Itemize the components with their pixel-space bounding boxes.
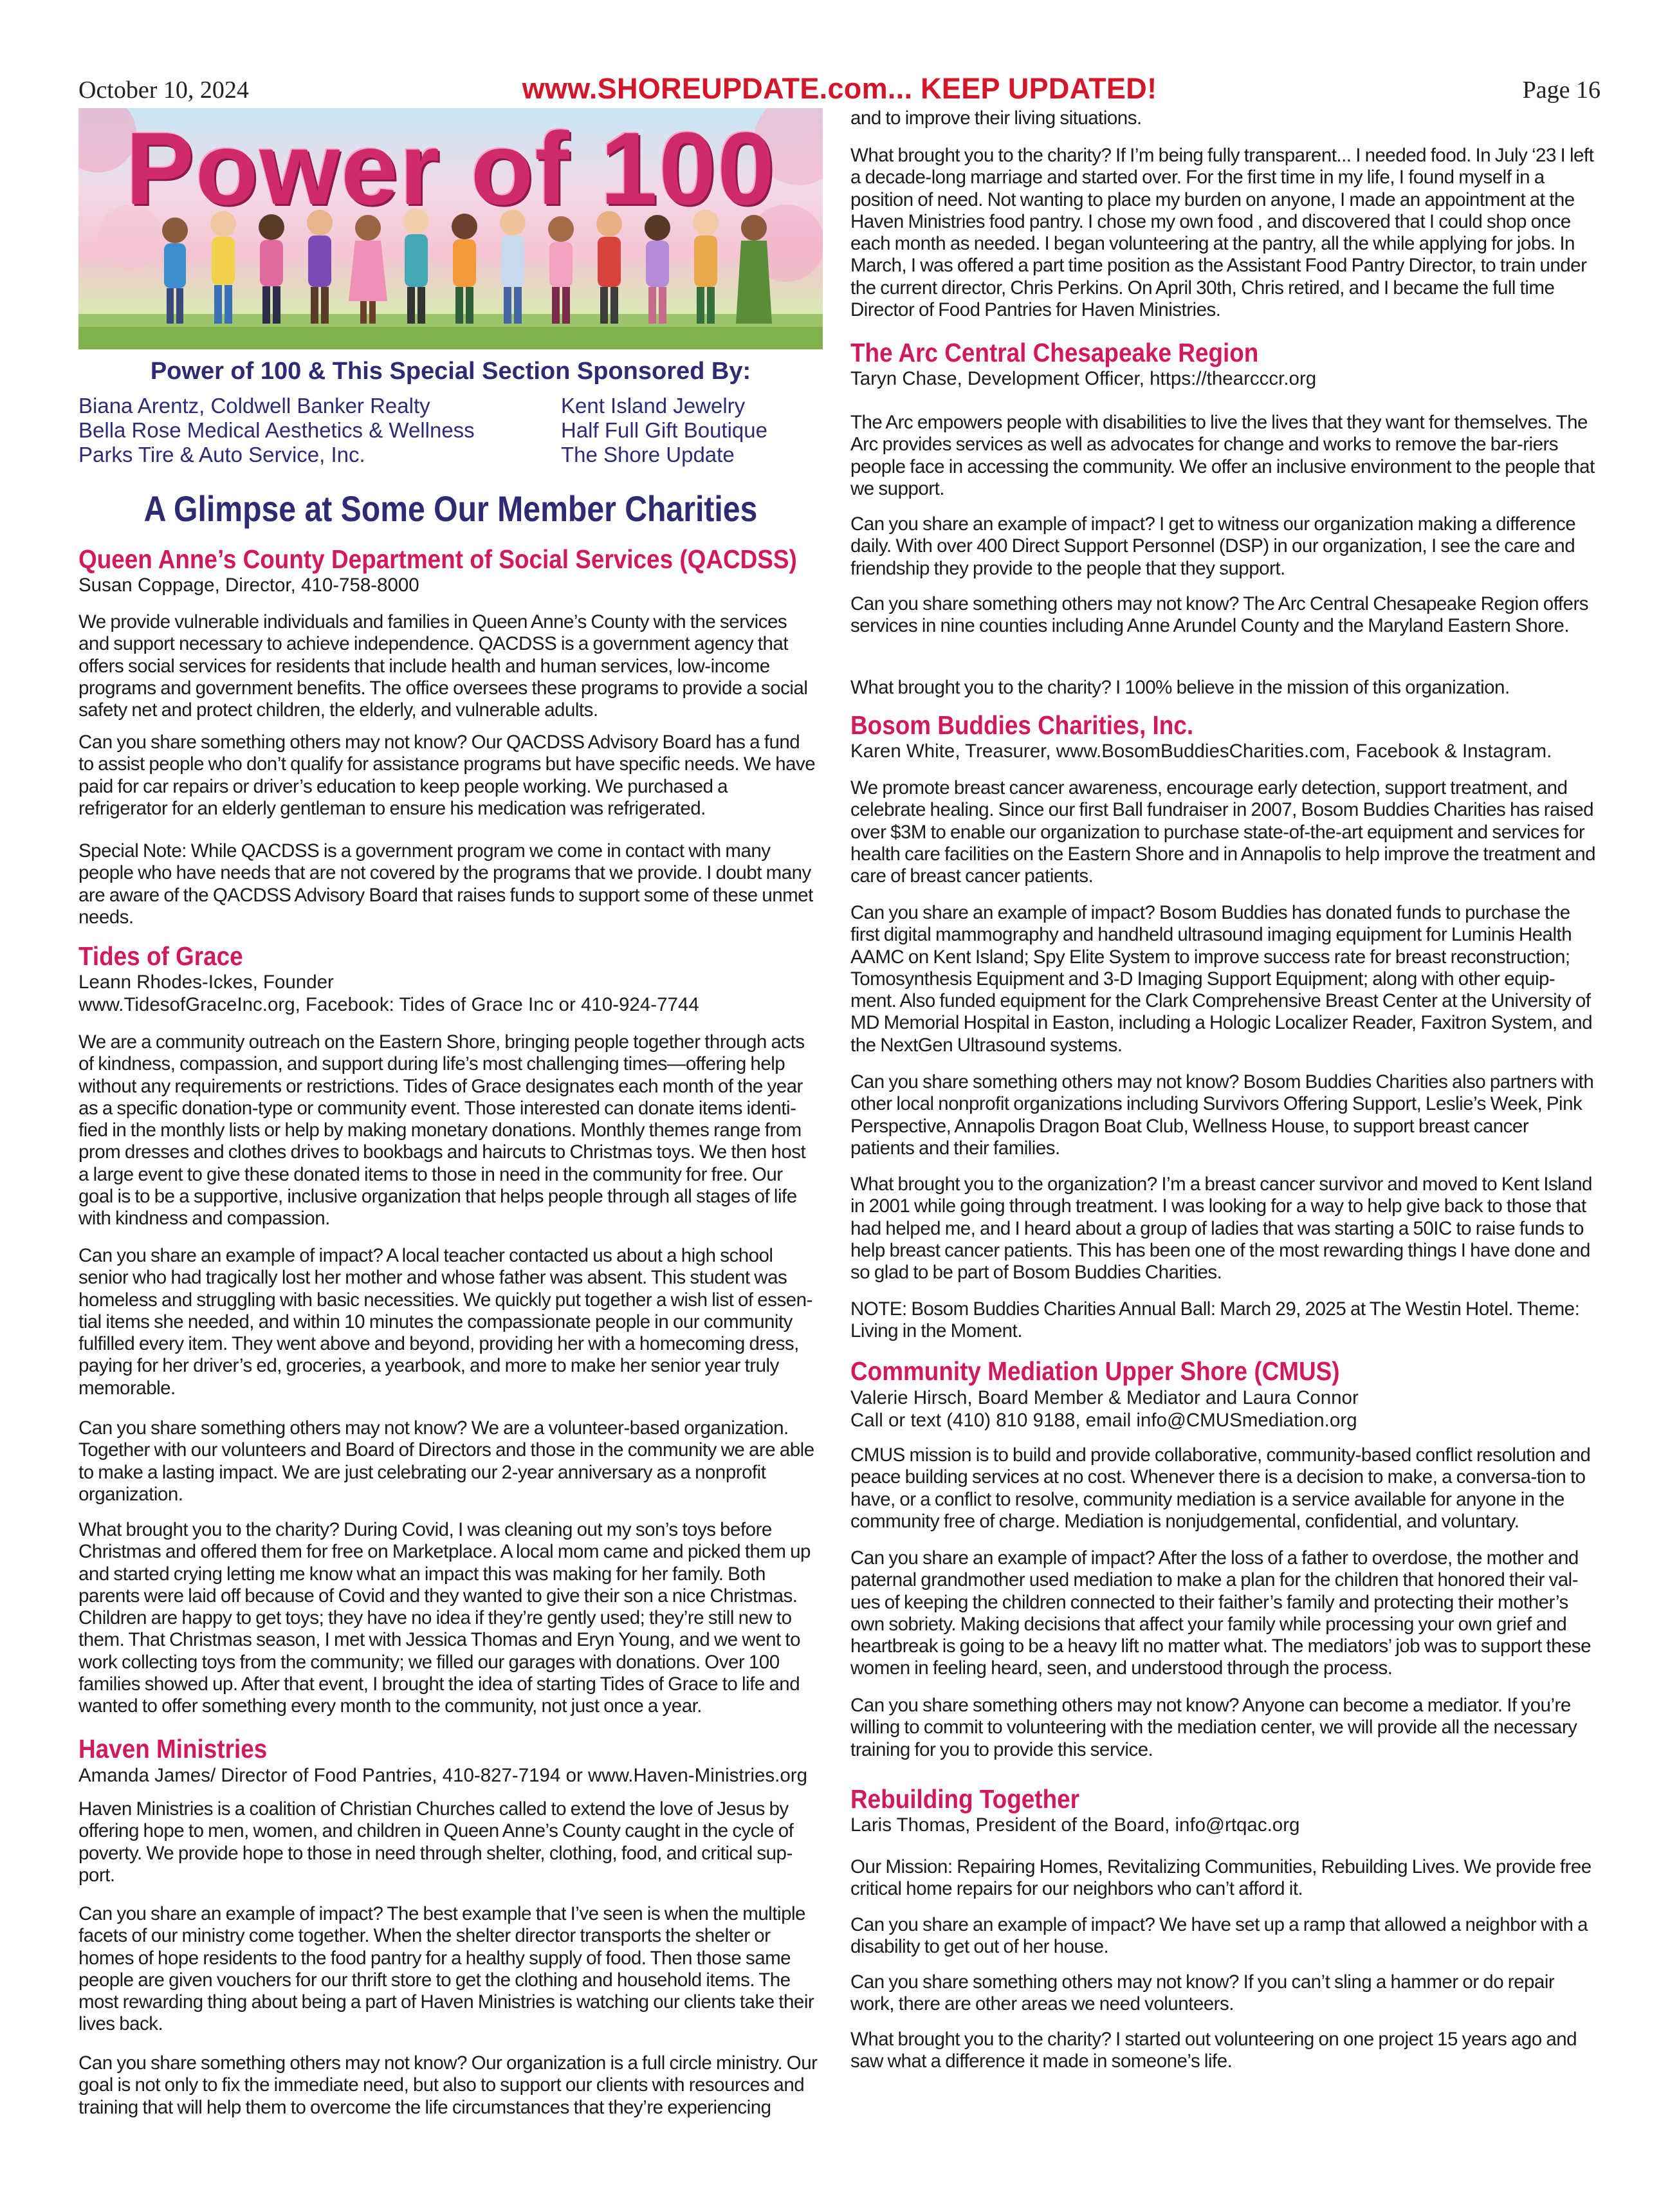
sponsors-list-right: [561, 394, 767, 467]
bosom-contact: Karen White, Treasurer, www.BosomBuddiesCharities.com, Facebook & Instagram.: [850, 741, 1552, 762]
qacdss-title: Queen Anne’s County Department of Social Services (QACDSS): [78, 544, 797, 574]
haven-paragraph-continued: and to improve their living situations.: [850, 107, 1142, 129]
bosom-paragraph: Can you share an example of impact? Bosom Buddies has donated funds to purchase the first digital mammography and handheld ultrasound imaging equipment for Luminis Health AAMC on Kent Island; Spy Elite System to improve success rate for breast reconstruction; Tomosynthesis Equipment and 3-D Imaging Support Equipment; along with other equip-ment. Also funded equipment for the Clark Comprehensive Breast Center at the University of MD Memorial Hospital in Easton, including a Hologic Localizer Reader, Faxitron System, and the NextGen Ultrasound systems.: [850, 902, 1593, 1056]
tides-title: Tides of Grace: [78, 941, 243, 971]
haven-paragraph: Can you share an example of impact? The best example that I’ve seen is when the multiple facets of our ministry come together. When the shelter director transports the shelter or homes of hope residents to the food pantry for a healthy supply of food. Then those same people are given vouchers for our thrift store to get the clothing and household items. The most rewarding thing about being a part of Haven Ministries is watching our clients take their lives back.: [78, 1903, 814, 2035]
rebuilding-paragraph: Can you share an example of impact? We have set up a ramp that allowed a neighbor with a disability to get out of her house.: [850, 1914, 1588, 1958]
cmus-paragraph: CMUS mission is to build and provide collaborative, community-based conflict resolution and peace building services at no cost. Whenever there is a decision to make, a conversa-tion to have, or a conflict to resolve, community mediation is a service available for anyone in the community free of charge. Mediation is nonjudgemental, confidential, and voluntary.: [850, 1444, 1591, 1532]
sponsors-list-left: [78, 394, 475, 467]
tides-paragraph: Can you share an example of impact? A local teacher contacted us about a high school senior who had tragically lost her mother and whose father was absent. This student was homeless and struggling with basic necessities. We quickly put together a wish list of essen-tial items she needed, and within 10 minutes the compassionate people in our community fulfilled every item. They went above and beyond, providing her with a homecoming dress, paying for her driver’s ed, groceries, a yearbook, and more to make her senior year truly memorable.: [78, 1245, 812, 1399]
tides-paragraph: We are a community outreach on the Eastern Shore, bringing people together through acts of kindness, compassion, and support during life’s most challenging times—offering help without any requirements or restrictions. Tides of Grace designates each month of the year as a specific donation-type or community event. Those interested can donate items identi-fied in the monthly lists or help by making monetary donations. Monthly themes range from prom dresses and clothes drives to bookbags and haircuts to Christmas toys. We then host a large event to give these donated items to those in need in the community for free. Our goal is to be a supportive, inclusive organization that helps people through all stages of life with kindness and compassion.: [78, 1031, 806, 1230]
banner-title: Power of 100: [125, 111, 776, 226]
arc-paragraph: What brought you to the charity? I 100% believe in the mission of this organization.: [850, 677, 1510, 698]
qacdss-contact: Susan Coppage, Director, 410-758-8000: [78, 575, 419, 596]
power-of-100-banner: [78, 108, 823, 349]
arc-contact: Taryn Chase, Development Officer, https://thearcccr.org: [850, 368, 1317, 389]
cmus-paragraph: Can you share something others may not know? Anyone can become a mediator. If you’re willing to commit to volunteering with the mediation center, we will provide all the necessary training for you to provide this service.: [850, 1695, 1577, 1760]
tides-paragraph: Can you share something others may not know? We are a volunteer-based organization. Together with our volunteers and Board of Directors and those in the community we are able to make a lasting impact. We are just celebrating our 2-year anniversary as a nonprofit organization.: [78, 1417, 814, 1505]
tides-contact: Leann Rhodes-Ickes, Founder: [78, 972, 334, 993]
arc-paragraph: Can you share something others may not know? The Arc Central Chesapeake Region offers services in nine counties including Anne Arundel County and the Maryland Eastern Shore.: [850, 593, 1589, 637]
sponsors-heading: Power of 100 & This Special Section Sponsored By:: [150, 358, 751, 385]
sponsor-item: Half Full Gift Boutique: [561, 418, 767, 442]
cmus-title: Community Mediation Upper Shore (CMUS): [850, 1356, 1340, 1386]
arc-paragraph: The Arc empowers people with disabilities to live the lives that they want for themselves. The Arc provides services as well as advocates for change and works to remove the bar-riers people face in accessing the community. We offer an inclusive environment to the people that we support.: [850, 412, 1595, 499]
section-heading: A Glimpse at Some Our Member Charities: [143, 488, 758, 529]
rebuilding-contact: Laris Thomas, President of the Board, info@rtqac.org: [850, 1814, 1300, 1836]
rebuilding-paragraph: Can you share something others may not know? If you can’t sling a hammer or do repair work, there are other areas we need volunteers.: [850, 1971, 1555, 2015]
sponsor-item: Kent Island Jewelry: [561, 394, 746, 418]
haven-paragraph: Can you share something others may not know? Our organization is a full circle ministry. Our goal is not only to fix the immediate need, but also to support our clients with resources and training that will help them to overcome the life circumstances that they’re experiencing: [78, 2052, 818, 2118]
bosom-paragraph: We promote breast cancer awareness, encourage early detection, support treatment, and celebrate healing. Since our first Ball fundraiser in 2007, Bosom Buddies Charities has raised over $3M to enable our organization to purchase state-of-the-art equipment and services for health care facilities on the Eastern Shore and in Annapolis to help improve the treatment and care of breast cancer patients.: [850, 777, 1596, 887]
qacdss-paragraph: Can you share something others may not know? Our QACDSS Advisory Board has a fund to assist people who don’t qualify for assistance programs but have specific needs. We have paid for car repairs or driver’s education to keep people working. We purchased a refrigerator for an elderly gentleman to ensure his medication was refrigerated.: [78, 732, 816, 819]
issue-date: October 10, 2024: [78, 77, 249, 104]
bosom-paragraph: What brought you to the organization? I’m a breast cancer survivor and moved to Kent Island in 2001 while going through treatment. I was looking for a way to help give back to those that had helped me, and I heard about a group of ladies that was starting a 50IC to raise funds to help breast cancer patients. This has been one of the most rewarding things I have done and so glad to be part of Bosom Buddies Charities.: [850, 1174, 1592, 1284]
haven-paragraph: Haven Ministries is a coalition of Christian Churches called to extend the love of Jesus by offering hope to men, women, and children in Queen Anne’s County caught in the cycle of poverty. We provide hope to those in need through shelter, clothing, food, and critical sup-port.: [78, 1798, 794, 1886]
rebuilding-title: Rebuilding Together: [850, 1784, 1079, 1814]
arc-paragraph: Can you share an example of impact? I get to witness our organization making a difference daily. With over 400 Direct Support Personnel (DSP) in our organization, I see the care and friendship they provide to the people that they support.: [850, 513, 1576, 579]
bosom-paragraph: Can you share something others may not know? Bosom Buddies Charities also partners with other local nonprofit organizations including Survivors Offering Support, Leslie’s Week, Pink Perspective, Annapolis Dragon Boat Club, Wellness House, to support breast cancer patients and their families.: [850, 1071, 1594, 1159]
arc-title: The Arc Central Chesapeake Region: [850, 338, 1259, 367]
rebuilding-paragraph: Our Mission: Repairing Homes, Revitalizing Communities, Rebuilding Lives. We provide free critical home repairs for our neighbors who can’t afford it.: [850, 1856, 1592, 1900]
tides-contact: www.TidesofGraceInc.org, Facebook: Tides of Grace Inc or 410-924-7744: [78, 994, 699, 1015]
sponsor-item: Bella Rose Medical Aesthetics & Wellness: [78, 418, 475, 442]
cmus-contact: Valerie Hirsch, Board Member & Mediator and Laura Connor: [850, 1387, 1359, 1408]
haven-paragraph: What brought you to the charity? If I’m being fully transparent... I needed food. In July ‘23 I left a decade-long marriage and started over. For the first time in my life, I found myself in a position of need. Not wanting to place my burden on anyone, I made an appointment at the Haven Ministries food pantry. I chose my own food , and discovered that I could shop once each month as needed. I began volunteering at the pantry, all the while applying for jobs. In March, I was offered a part time position as the Assistant Food Pantry Director, to train under the current director, Chris Perkins. On April 30th, Chris retired, and I became the full time Director of Food Pantries for Haven Ministries.: [850, 145, 1594, 321]
rebuilding-paragraph: What brought you to the charity? I started out volunteering on one project 15 years ago and saw what a difference it made in someone’s life.: [850, 2029, 1577, 2072]
haven-contact: Amanda James/ Director of Food Pantries, 410-827-7194 or www.Haven-Ministries.org: [78, 1765, 807, 1786]
page-number: Page 16: [1522, 77, 1601, 104]
sponsor-item: The Shore Update: [561, 443, 735, 466]
haven-title: Haven Ministries: [78, 1734, 268, 1764]
cmus-contact: Call or text (410) 810 9188, email info@CMUSmediation.org: [850, 1410, 1357, 1431]
qacdss-paragraph: Special Note: While QACDSS is a government program we come in contact with many people who have needs that are not covered by the programs that we provide. I doubt many are aware of the QACDSS Advisory Board that raises funds to support some of these unmet needs.: [78, 840, 813, 928]
sponsor-item: Parks Tire & Auto Service, Inc.: [78, 443, 365, 466]
sponsor-item: Biana Arentz, Coldwell Banker Realty: [78, 394, 430, 418]
bosom-paragraph: NOTE: Bosom Buddies Charities Annual Ball: March 29, 2025 at The Westin Hotel. Theme: Living in the Moment.: [850, 1298, 1580, 1342]
bosom-title: Bosom Buddies Charities, Inc.: [850, 710, 1194, 740]
tides-paragraph: What brought you to the charity? During Covid, I was cleaning out my son’s toys before Christmas and offered them for free on Marketplace. A local mom came and picked them up and started crying letting me know what an impact this was making for her family. Both parents were laid off because of Covid and they wanted to give their son a nice Christmas. Children are happy to get toys; they have no idea if they’re gently used; they’re still new to them. That Christmas season, I met with Jessica Thomas and Eryn Young, and we went to work collecting toys from the community; we filled our garages with donations. Over 100 families showed up. After that event, I brought the idea of starting Tides of Grace to life and wanted to offer something every month to the community, not just once a year.: [78, 1519, 811, 1717]
website-slogan: www.SHOREUPDATE.com... KEEP UPDATED!: [522, 72, 1157, 105]
cmus-paragraph: Can you share an example of impact? After the loss of a father to overdose, the mother and paternal grandmother used mediation to make a plan for the children that honored their val-ues of keeping the children connected to their faither’s family and protecting their mother’s own sobriety. Making decisions that affect your family while processing your own grief and heartbreak is going to be a heavy lift no matter what. The mediators’ job was to support these women in feeling heard, seen, and understood through the process.: [850, 1547, 1592, 1679]
qacdss-paragraph: We provide vulnerable individuals and families in Queen Anne’s County with the services and support necessary to achieve independence. QACDSS is a government agency that offers social services for residents that include health and human services, low-income programs and government benefits. The office oversees these programs to provide a social safety net and protect children, the elderly, and vulnerable adults.: [78, 611, 808, 721]
